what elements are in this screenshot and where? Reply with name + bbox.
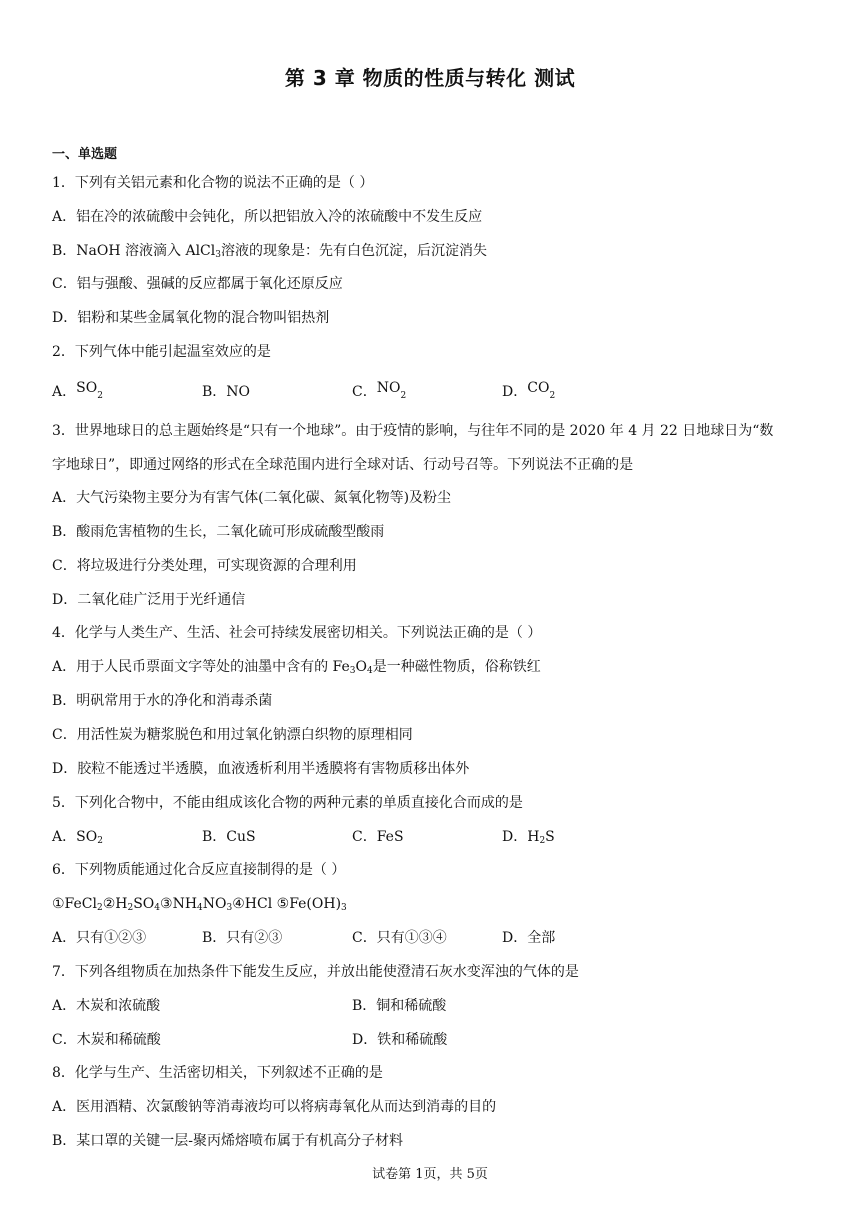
question-4-option-b: B．明矾常用于水的净化和消毒杀菌: [52, 693, 273, 709]
question-7-stem: 7．下列各组物质在加热条件下能发生反应，并放出能使澄清石灰水变浑浊的气体的是: [52, 964, 579, 980]
question-1-option-a: A．铝在冷的浓硫酸中会钝化，所以把铝放入冷的浓硫酸中不发生反应: [52, 209, 483, 225]
question-1-option-d: D．铝粉和某些金属氧化物的混合物叫铝热剂: [52, 310, 330, 326]
question-4-stem: 4．化学与人类生产、生活、社会可持续发展密切相关。下列说法正确的是（ ）: [52, 625, 542, 641]
question-5-stem: 5．下列化合物中，不能由组成该化合物的两种元素的单质直接化合而成的是: [52, 795, 523, 811]
question-7-option-d: D．铁和稀硫酸: [352, 1032, 448, 1048]
question-6-option-d: D．全部: [502, 930, 556, 946]
question-3-option-b: B．酸雨危害植物的生长，二氧化硫可形成硫酸型酸雨: [52, 524, 385, 540]
question-1-option-b: B．NaOH 溶液滴入 AlCl$_3$溶液的现象是：先有白色沉淀，后沉淀消失: [52, 243, 487, 260]
question-5-option-d: D．$H_2S$: [502, 829, 555, 846]
question-5-option-c: C．FeS: [352, 829, 404, 845]
question-8-option-a: A．医用酒精、次氯酸钠等消毒液均可以将病毒氧化从而达到消毒的目的: [52, 1099, 497, 1115]
question-6-substance-list: $①FeCl_2②H_2SO_4③NH_4NO_3④HCl$ $⑤Fe(OH)_3$: [52, 896, 347, 913]
question-5-option-a: A．$SO_2$: [52, 829, 103, 846]
question-5-option-b: B．CuS: [202, 829, 256, 845]
question-6-stem: 6．下列物质能通过化合反应直接制得的是（ ）: [52, 862, 346, 878]
page-title: 第 3 章 物质的性质与转化 测试: [284, 66, 576, 90]
question-4-option-d: D．胶粒不能透过半透膜，血液透析利用半透膜将有害物质移出体外: [52, 761, 470, 777]
question-2-option-d: D．$CO_2$: [502, 380, 556, 401]
question-8-option-b: B．某口罩的关键一层-聚丙烯熔喷布属于有机高分子材料: [52, 1133, 404, 1149]
question-1-stem: 1．下列有关铝元素和化合物的说法不正确的是（ ）: [52, 175, 374, 191]
question-3-option-a: A．大气污染物主要分为有害气体(二氧化碳、氮氧化物等)及粉尘: [52, 490, 452, 506]
question-1-option-c: C．铝与强酸、强碱的反应都属于氧化还原反应: [52, 276, 343, 292]
question-8-stem: 8．化学与生产、生活密切相关，下列叙述不正确的是: [52, 1065, 383, 1081]
question-7-option-a: A．木炭和浓硫酸: [52, 998, 161, 1014]
question-6-option-c: C．只有①③④: [352, 930, 447, 946]
question-6-option-a: A．只有①②③: [52, 930, 147, 946]
question-7-option-b: B．铜和稀硫酸: [352, 998, 447, 1014]
question-2-option-b: B．NO: [202, 384, 251, 400]
question-2-stem: 2．下列气体中能引起温室效应的是: [52, 344, 271, 360]
question-7-option-c: C．木炭和稀硫酸: [52, 1032, 161, 1048]
question-3-option-c: C．将垃圾进行分类处理，可实现资源的合理利用: [52, 558, 357, 574]
question-3-stem-line1: 3．世界地球日的总主题始终是“只有一个地球”。由于疫情的影响，与往年不同的是 2020 年 4 月 22 日地球日为“数: [52, 423, 774, 439]
question-4-option-c: C．用活性炭为糖浆脱色和用过氧化钠漂白织物的原理相同: [52, 727, 413, 743]
page-footer: 试卷第 1页，共 5页: [372, 1167, 488, 1182]
question-3-stem-line2: 字地球日”，即通过网络的形式在全球范围内进行全球对话、行动号召等。下列说法不正确的是: [52, 457, 634, 473]
question-2-option-c: C．$NO_2$: [352, 380, 407, 401]
question-4-option-a: A．用于人民币票面文字等处的油墨中含有的 $Fe_3O_4$是一种磁性物质，俗称铁红: [52, 659, 541, 676]
section-heading: 一、单选题: [52, 147, 118, 162]
question-6-option-b: B．只有②③: [202, 930, 283, 946]
question-2-option-a: A．$SO_2$: [52, 380, 103, 401]
question-3-option-d: D．二氧化硅广泛用于光纤通信: [52, 592, 246, 608]
